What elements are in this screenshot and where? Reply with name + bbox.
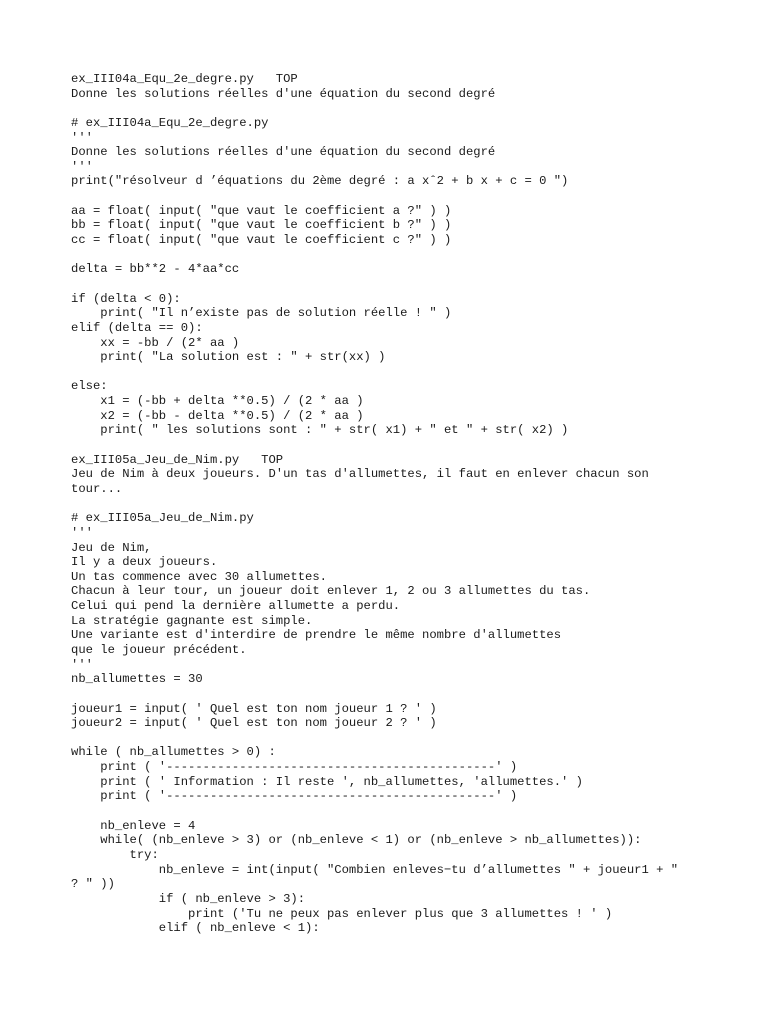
doc-line: delta = bb**2 - 4*aa*cc [71, 262, 240, 277]
doc-line: Jeu de Nim, [71, 540, 152, 555]
doc-line: Jeu de Nim à deux joueurs. D'un tas d'allumettes, il faut en enlever chacun son [71, 467, 649, 482]
doc-line: x2 = (-bb - delta **0.5) / (2 * aa ) [71, 408, 364, 423]
doc-line: ''' [71, 130, 93, 145]
doc-line: print ( ' Information : Il reste ', nb_allumettes, 'allumettes.' ) [71, 774, 583, 789]
doc-line: print ( '---------------------------------------------' ) [71, 789, 518, 804]
doc-line: joueur1 = input( ' Quel est ton nom joueur 1 ? ' ) [71, 701, 437, 716]
doc-line: # ex_III04a_Equ_2e_degre.py [71, 115, 269, 130]
doc-line: print ( '---------------------------------------------' ) [71, 760, 518, 775]
doc-line: cc = float( input( "que vaut le coefficient c ?" ) ) [71, 233, 452, 248]
doc-line: ''' [71, 525, 93, 540]
doc-line [71, 248, 731, 263]
doc-line [71, 687, 731, 702]
doc-line: Une variante est d'interdire de prendre le même nombre d'allumettes [71, 628, 562, 643]
doc-line: Il y a deux joueurs. [71, 555, 218, 570]
doc-line: xx = -bb / (2* aa ) [71, 335, 240, 350]
doc-line: que le joueur précédent. [71, 642, 247, 657]
doc-line: Chacun à leur tour, un joueur doit enlever 1, 2 ou 3 allumettes du tas. [71, 584, 591, 599]
doc-line: bb = float( input( "que vaut le coefficient b ?" ) ) [71, 218, 452, 233]
doc-line: ? " )) [71, 877, 115, 892]
doc-line [71, 804, 731, 819]
doc-line: nb_enleve = int(input( "Combien enleves−tu d’allumettes " + joueur1 + " [71, 862, 679, 877]
doc-line [71, 438, 731, 453]
doc-line: while ( nb_allumettes > 0) : [71, 745, 276, 760]
doc-line: ex_III04a_Equ_2e_degre.py TOP [71, 72, 298, 86]
doc-line: ''' [71, 657, 93, 672]
doc-line: if ( nb_enleve > 3): [71, 891, 306, 906]
doc-line [71, 101, 731, 116]
doc-line: ''' [71, 159, 93, 174]
doc-line: else: [71, 379, 108, 394]
doc-line: # ex_III05a_Jeu_de_Nim.py [71, 511, 254, 526]
doc-line [71, 497, 731, 512]
doc-line: nb_allumettes = 30 [71, 672, 203, 687]
doc-line: x1 = (-bb + delta **0.5) / (2 * aa ) [71, 394, 364, 409]
doc-line: while( (nb_enleve > 3) or (nb_enleve < 1) or (nb_enleve > nb_allumettes)): [71, 833, 642, 848]
doc-line: nb_enleve = 4 [71, 818, 196, 833]
doc-line: Donne les solutions réelles d'une équation du second degré [71, 86, 496, 101]
doc-line: elif ( nb_enleve < 1): [71, 921, 320, 936]
doc-line: print( "Il n’existe pas de solution réelle ! " ) [71, 306, 452, 321]
doc-line: La stratégie gagnante est simple. [71, 613, 313, 628]
doc-line: Un tas commence avec 30 allumettes. [71, 569, 327, 584]
doc-line: tour... [71, 481, 123, 496]
doc-line: print( "La solution est : " + str(xx) ) [71, 350, 386, 365]
doc-line [71, 365, 731, 380]
document-page [71, 72, 731, 936]
doc-line: try: [71, 847, 159, 862]
doc-line: joueur2 = input( ' Quel est ton nom joueur 2 ? ' ) [71, 716, 437, 731]
doc-line: Donne les solutions réelles d'une équation du second degré [71, 145, 496, 160]
doc-line: print("résolveur d ’équations du 2ème degré : a xˆ2 + b x + c = 0 ") [71, 174, 569, 189]
doc-line: print ('Tu ne peux pas enlever plus que 3 allumettes ! ' ) [71, 906, 613, 921]
doc-line: aa = float( input( "que vaut le coefficient a ?" ) ) [71, 203, 452, 218]
doc-line: print( " les solutions sont : " + str( x1) + " et " + str( x2) ) [71, 423, 569, 438]
doc-line [71, 731, 731, 746]
doc-line [71, 189, 731, 204]
doc-line [71, 277, 731, 292]
doc-line: elif (delta == 0): [71, 320, 203, 335]
doc-line: if (delta < 0): [71, 291, 181, 306]
doc-line: Celui qui pend la dernière allumette a perdu. [71, 599, 401, 614]
doc-line: ex_III05a_Jeu_de_Nim.py TOP [71, 452, 284, 467]
